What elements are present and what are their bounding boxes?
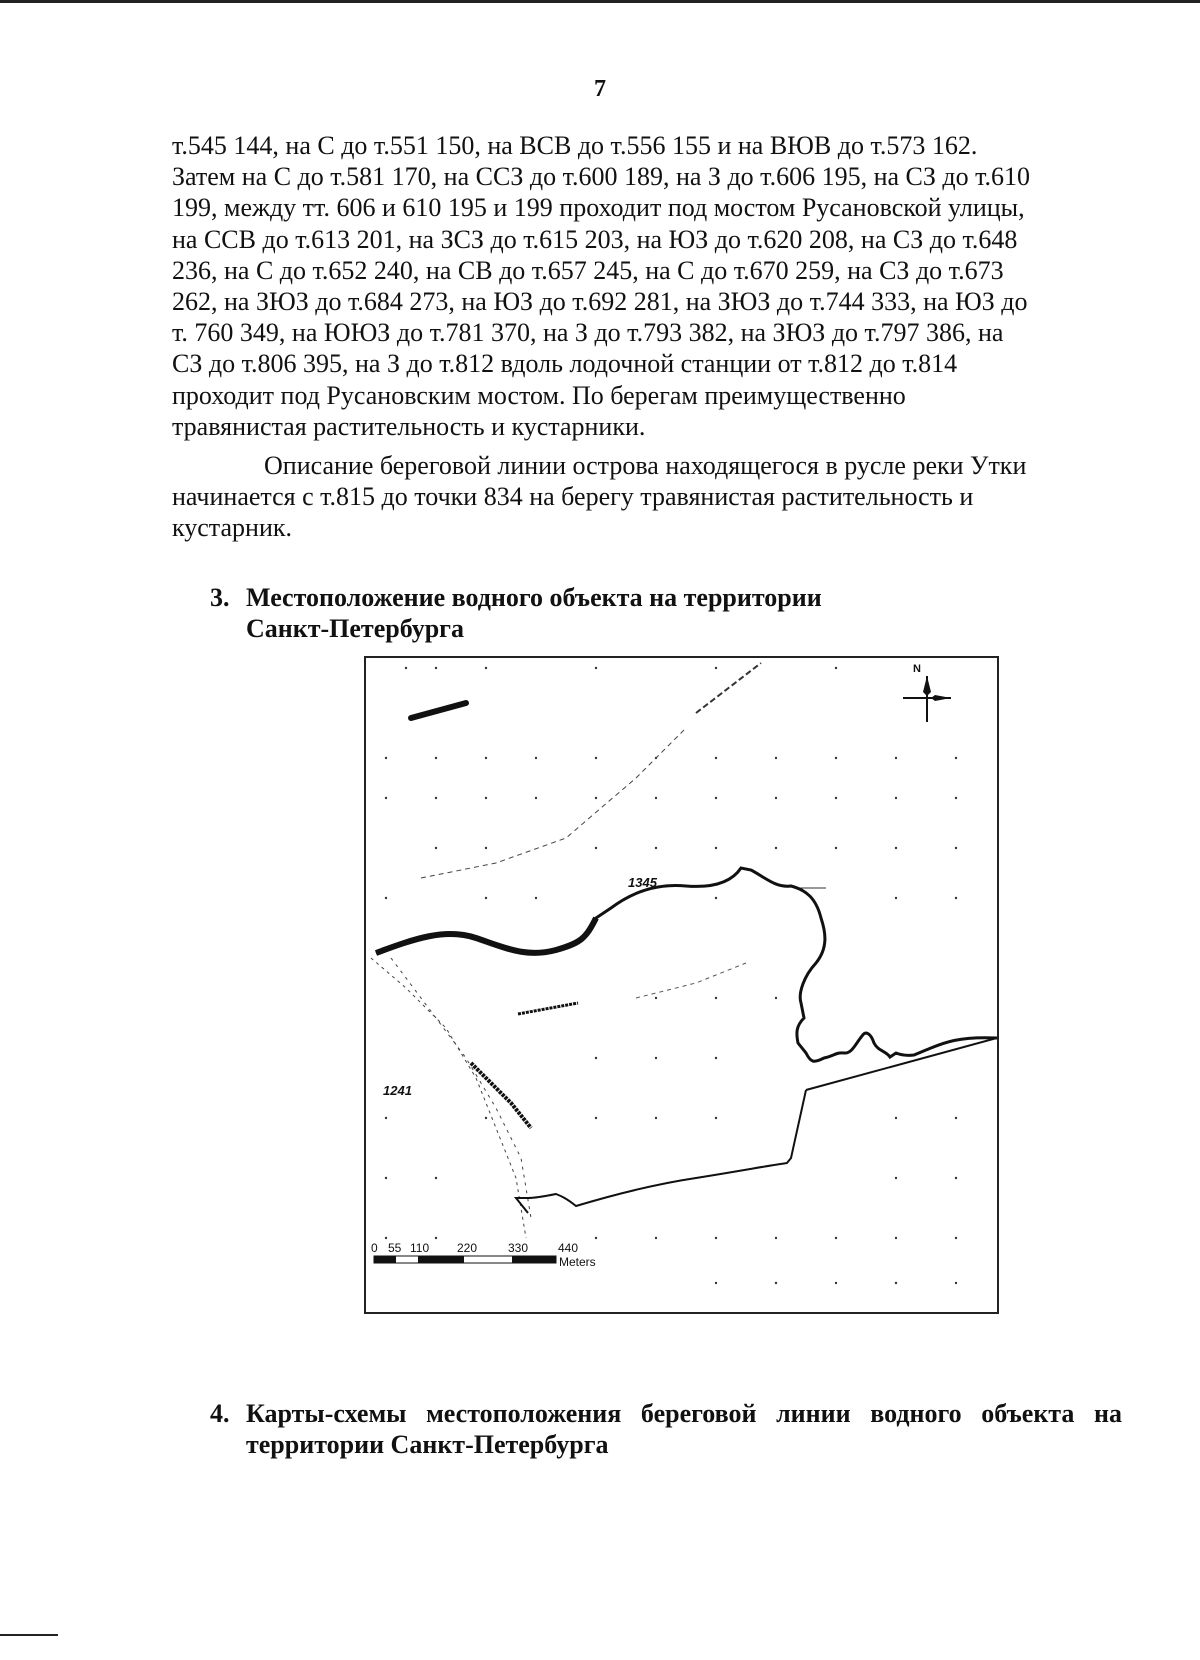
text-line: проходит под Русановским мостом. По берегам преимущественно <box>172 380 906 410</box>
map-dashed-line <box>696 663 761 713</box>
text-line: 262, на ЗЮЗ до т.684 273, на ЮЗ до т.692 281, на ЗЮЗ до т.744 333, на ЮЗ до <box>172 287 1028 317</box>
location-map <box>364 656 999 1314</box>
scale-tick-label: 220 <box>457 1241 478 1255</box>
text-line: СЗ до т.806 395, на З до т.812 вдоль лодочной станции от т.812 до т.814 <box>172 349 958 379</box>
river-bank-thick <box>376 918 596 953</box>
scale-tick-label: 330 <box>508 1241 529 1255</box>
section-number: 4. <box>210 1399 230 1428</box>
section-number: 3. <box>210 583 230 612</box>
map-grid-dots <box>385 667 957 1284</box>
north-label: N <box>913 663 921 675</box>
section-4-heading <box>210 1398 1122 1460</box>
scale-tick-label: 0 <box>371 1241 378 1255</box>
text-line: 236, на С до т.652 240, на СВ до т.657 245, на С до т.670 259, на СЗ до т.673 <box>172 255 1004 285</box>
scale-unit: Meters <box>559 1255 596 1269</box>
text-line: начинается с т.815 до точки 834 на берегу травянистая растительность и <box>172 482 974 512</box>
scale-tick-label: 110 <box>410 1241 430 1255</box>
text-line: т.545 144, на С до т.551 150, на ВСВ до т.556 155 и на ВЮВ до т.573 162. <box>172 131 978 160</box>
section-title: Местоположение водного объекта на территории Санкт-Петербурга <box>246 583 822 643</box>
text-line: т. 760 349, на ЮЮЗ до т.781 370, на З до т.793 382, на ЗЮЗ до т.797 386, на <box>172 318 1004 348</box>
area-label-north: 1345 <box>628 875 657 890</box>
text-line: травянистая растительность и кустарники. <box>172 411 646 441</box>
river-line <box>376 868 997 1061</box>
scan-top-border <box>0 0 1200 3</box>
map-dashed-line <box>636 963 746 998</box>
text-line: Затем на С до т.581 170, на ССЗ до т.600 189, на З до т.606 195, на СЗ до т.610 <box>172 162 1031 192</box>
map-drawing <box>366 658 997 1312</box>
paragraph-route-description <box>172 130 1122 442</box>
area-boundary <box>516 1090 806 1213</box>
scale-tick-label: 55 <box>388 1241 402 1255</box>
map-feature-segment <box>411 703 466 718</box>
scale-tick-label: 440 <box>558 1241 579 1255</box>
map-dashed-line <box>371 958 526 1238</box>
map-dashed-line <box>421 728 686 878</box>
page-number: 7 <box>594 76 606 102</box>
map-feature-segment <box>518 1003 578 1014</box>
area-boundary <box>806 1038 997 1090</box>
text-line: на ССВ до т.613 201, на ЗСЗ до т.615 203, на ЮЗ до т.620 208, на СЗ до т.648 <box>172 224 1018 254</box>
text-line: кустарник. <box>172 513 292 543</box>
map-dashed-line <box>391 958 531 1218</box>
scan-bottom-mark <box>0 1634 58 1636</box>
text-line: 199, между тт. 606 и 610 195 и 199 проходит под мостом Русановской улицы, <box>172 193 1025 223</box>
area-label-west: 1241 <box>383 1083 412 1098</box>
paragraph-island-description <box>172 450 1122 544</box>
north-arrow-icon <box>903 676 951 722</box>
section-title: Карты-схемы местоположения береговой линии водного объекта на территории Санкт-Петербурга <box>246 1399 1122 1459</box>
section-3-heading <box>210 582 910 644</box>
scale-bar <box>371 1241 596 1269</box>
text-line: Описание береговой линии острова находящегося в русле реки Утки <box>264 451 1027 480</box>
